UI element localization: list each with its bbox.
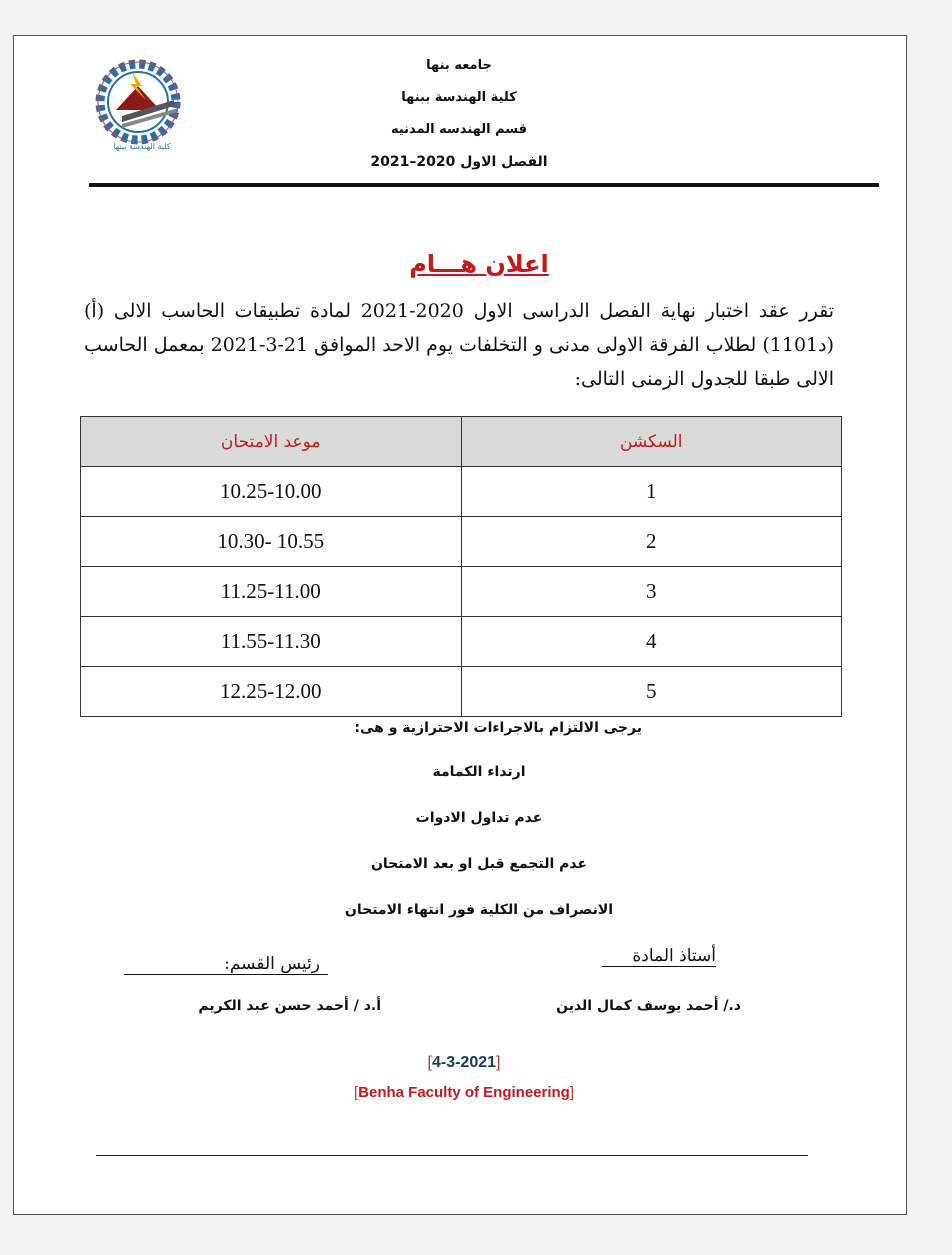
head-name: أ.د / أحمد حسن عبد الكريم bbox=[198, 998, 381, 1014]
date-text: 4-3-2021 bbox=[431, 1054, 497, 1071]
document-page bbox=[13, 35, 907, 1215]
letterhead bbox=[314, 50, 604, 178]
announcement-body: تقرر عقد اختبار نهاية الفصل الدراسى الاول 2020-2021 لمادة تطبيقات الحاسب الالى (أ) (د1101) لطلاب الفرقة الاولى مدنى و التخلفات يوم الاحد الموافق 21-3-2021 بمعمل الحاسب الالى طبقا للجدول الزمنى التالى: bbox=[84, 300, 835, 390]
section-cell: 2 bbox=[461, 517, 842, 567]
time-cell: 10.25-10.00 bbox=[81, 467, 462, 517]
department-name: قسم الهندسه المدنيه bbox=[390, 122, 528, 137]
section-cell: 5 bbox=[461, 667, 842, 717]
time-cell: 12.25-12.00 bbox=[81, 667, 462, 717]
announcement-title: اعلان هـــام bbox=[409, 250, 549, 278]
table-row bbox=[81, 667, 842, 717]
exam-schedule-table bbox=[80, 416, 842, 717]
table-row bbox=[81, 467, 842, 517]
table-row bbox=[81, 517, 842, 567]
table-header-row bbox=[81, 417, 842, 467]
time-cell: 11.55-11.30 bbox=[81, 617, 462, 667]
university-name: جامعه بنها bbox=[426, 58, 492, 73]
document-date: [4-3-2021] bbox=[427, 1054, 501, 1071]
faculty-english-name: [Benha Faculty of Engineering] bbox=[353, 1084, 575, 1101]
instructor-name: د./ أحمد يوسف كمال الدين bbox=[556, 998, 741, 1014]
logo-caption: كلية الهندسة ببنها bbox=[113, 142, 171, 151]
head-signature-label bbox=[124, 954, 328, 975]
section-cell: 3 bbox=[461, 567, 842, 617]
time-column-header: موعد الامتحان bbox=[81, 417, 462, 467]
precaution-item: عدم تداول الادوات bbox=[415, 810, 543, 826]
time-cell: 11.25-11.00 bbox=[81, 567, 462, 617]
section-column-header: السكشن bbox=[461, 417, 842, 467]
precaution-item: ارتداء الكمامة bbox=[432, 764, 526, 780]
precaution-item: الانصراف من الكلية فور انتهاء الامتحان bbox=[344, 902, 614, 918]
table-row bbox=[81, 617, 842, 667]
instructor-label-text: أستاذ المادة bbox=[602, 946, 716, 967]
instructor-signature-label bbox=[602, 946, 716, 967]
faculty-name: كلية الهندسة ببنها bbox=[401, 90, 517, 105]
header-divider bbox=[89, 183, 879, 187]
term-label: الفصل الاول 2020–2021 bbox=[370, 154, 548, 170]
footer-divider bbox=[96, 1155, 808, 1156]
precaution-item: عدم التجمع قبل او بعد الامتحان bbox=[370, 856, 588, 872]
head-label-text: رئيس القسم: bbox=[124, 954, 328, 975]
precautions-intro: يرجى الالتزام بالاجراءات الاحترازية و هى: bbox=[354, 720, 642, 736]
time-cell: 10.55 -10.30 bbox=[81, 517, 462, 567]
table-row bbox=[81, 567, 842, 617]
section-cell: 1 bbox=[461, 467, 842, 517]
section-cell: 4 bbox=[461, 617, 842, 667]
faculty-en-text: Benha Faculty of Engineering bbox=[358, 1084, 570, 1101]
